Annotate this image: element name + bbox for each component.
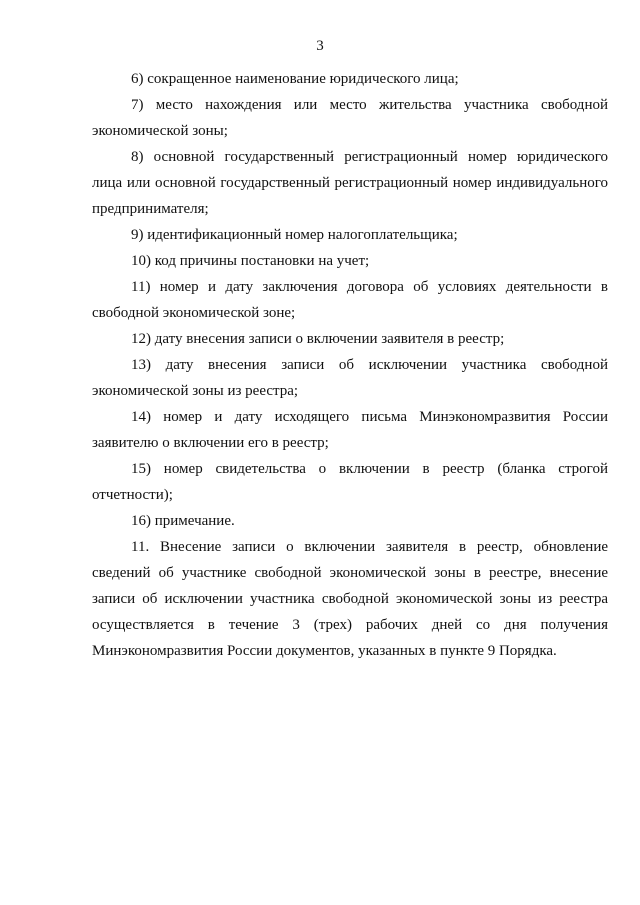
- list-item-15: 15) номер свидетельства о включении в реестр (бланка строгой отчетности);: [92, 461, 608, 503]
- list-item-16: 16) примечание.: [131, 513, 235, 529]
- list-item-8: 8) основной государственный регистрационный номер юридического лица или основной государственный регистрационный номер индивидуального предпринимателя;: [92, 149, 608, 217]
- document-body: [92, 66, 608, 664]
- clause-11: 11. Внесение записи о включении заявителя в реестр, обновление сведений об участнике свободной экономической зоны в реестре, внесение записи об исключении участника свободной экономической зоны из реестра осуществляется в течение 3 (трех) рабочих дней со дня получения Минэкономразвития России документов, указанных в пункте 9 Порядка.: [92, 539, 608, 659]
- list-item-11: 11) номер и дату заключения договора об условиях деятельности в свободной экономической зоне;: [92, 279, 608, 321]
- page-number: 3: [316, 38, 324, 54]
- list-item-10: 10) код причины постановки на учет;: [131, 253, 370, 269]
- list-item-14: 14) номер и дату исходящего письма Минэкономразвития России заявителю о включении его в реестр;: [92, 409, 608, 451]
- list-item-9: 9) идентификационный номер налогоплательщика;: [131, 227, 458, 243]
- list-item-12: 12) дату внесения записи о включении заявителя в реестр;: [131, 331, 505, 347]
- list-item-7: 7) место нахождения или место жительства участника свободной экономической зоны;: [92, 97, 608, 139]
- list-item-13: 13) дату внесения записи об исключении участника свободной экономической зоны из реестра;: [92, 357, 608, 399]
- list-item-6: 6) сокращенное наименование юридического лица;: [131, 71, 459, 87]
